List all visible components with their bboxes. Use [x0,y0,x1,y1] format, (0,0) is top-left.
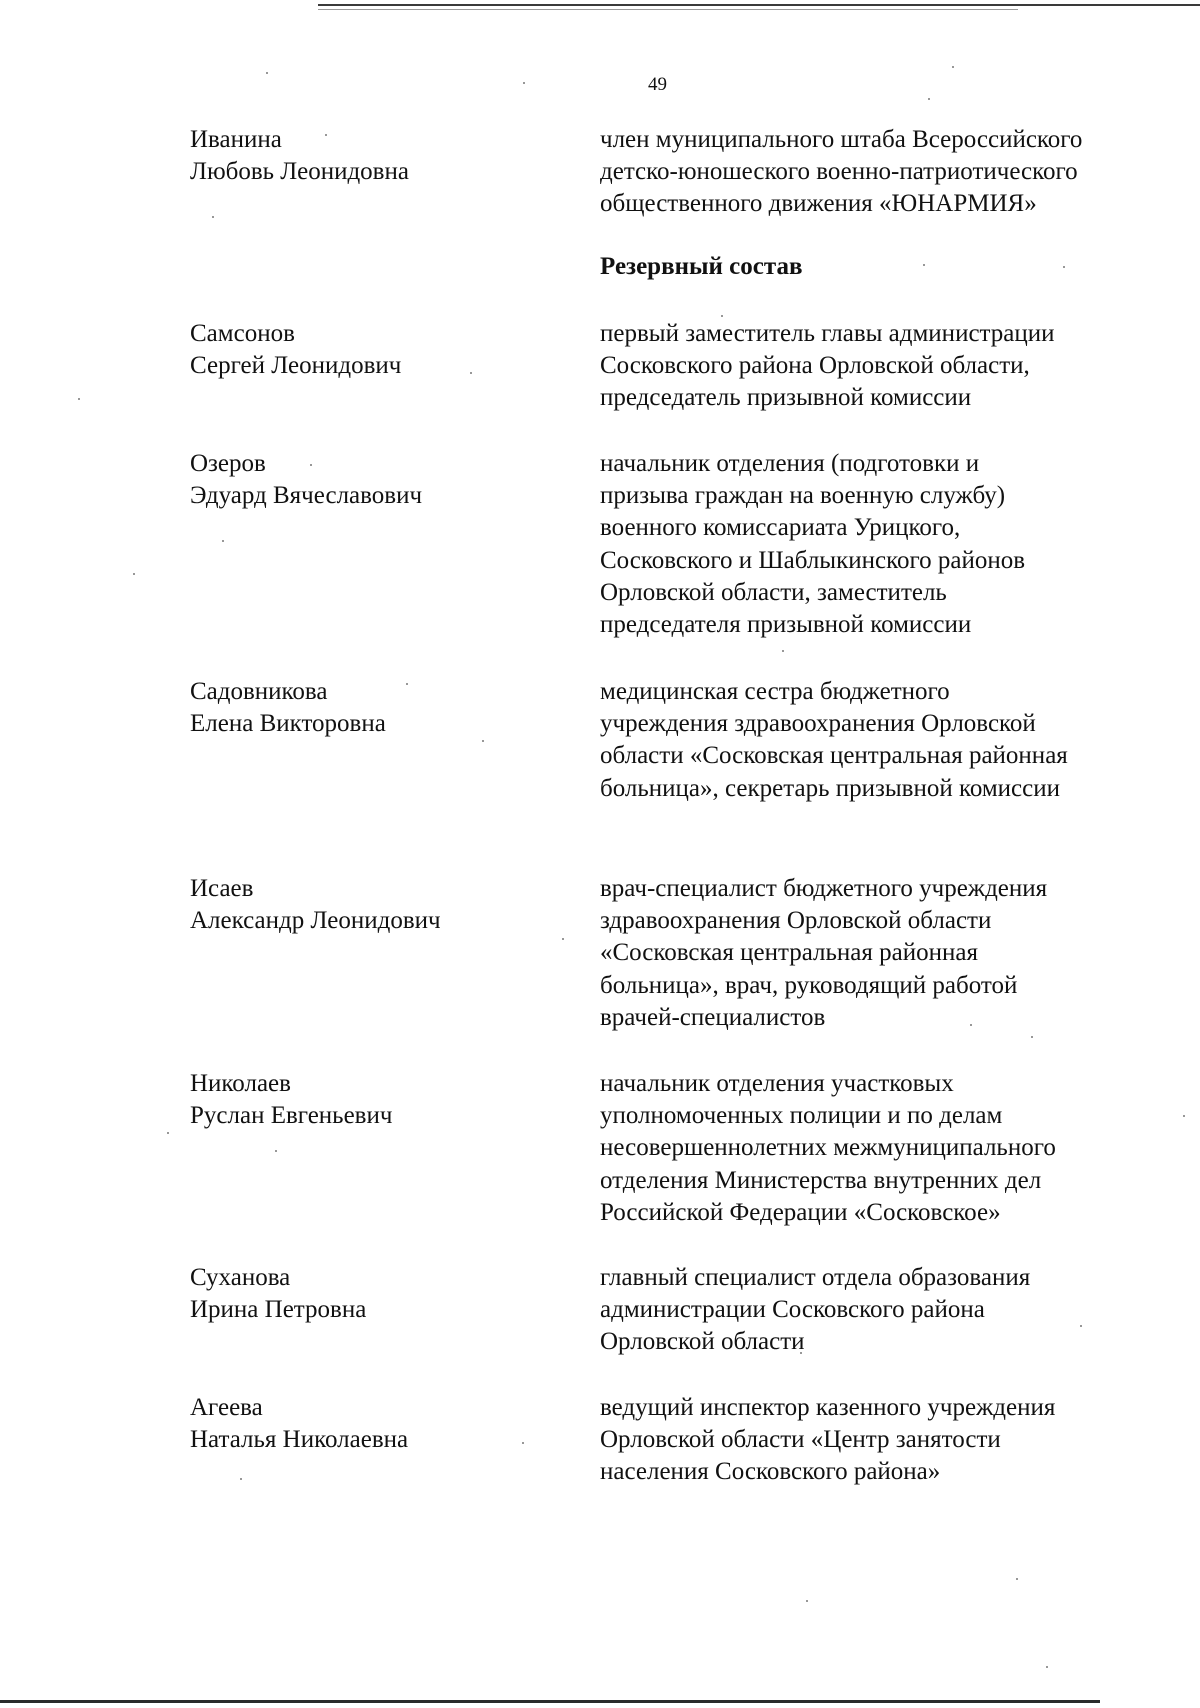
scan-speck [523,82,525,84]
member-position-line: призыва граждан на военную службу) [600,482,1006,509]
scan-edge-line-top-thin [318,9,1018,10]
member-surname: Суханова [190,1264,291,1291]
member-position-line: больница», секретарь призывной комиссии [600,775,1061,802]
scan-speck [782,650,784,652]
section-heading: Резервный состав [600,253,803,280]
member-position-line: первый заместитель главы администрации [600,320,1055,347]
member-surname: Агеева [190,1394,263,1421]
member-surname: Николаев [190,1070,291,1097]
member-position-line: Орловской области «Центр занятости [600,1426,1001,1453]
member-position-line: Российской Федерации «Сосковское» [600,1199,1001,1226]
member-surname: Садовникова [190,678,328,705]
member-given-names: Эдуард Вячеславович [190,482,423,509]
scan-speck [1063,266,1065,268]
member-position-line: Орловской области [600,1328,805,1355]
member-position-line: населения Сосковского района» [600,1458,941,1485]
member-position-line: уполномоченных полиции и по делам [600,1102,1003,1129]
member-position-line: главный специалист отдела образования [600,1264,1031,1291]
member-given-names: Руслан Евгеньевич [190,1102,393,1129]
scan-speck [212,216,214,218]
member-position-line: отделения Министерства внутренних дел [600,1167,1042,1194]
member-surname: Исаев [190,875,254,902]
scan-speck [78,398,80,400]
member-position-line: начальник отделения (подготовки и [600,450,980,477]
scan-speck [482,740,484,742]
scan-speck [923,264,925,266]
scan-speck [470,372,472,374]
member-given-names: Наталья Николаевна [190,1426,409,1453]
member-position-line: Орловской области, заместитель [600,579,947,606]
scan-speck [1046,1666,1048,1668]
scan-speck [167,1132,169,1134]
member-given-names: Елена Викторовна [190,710,386,737]
member-position-line: «Сосковская центральная районная [600,939,978,966]
scan-edge-line-bottom [0,1700,1100,1703]
member-surname: Самсонов [190,320,295,347]
scan-speck [806,1600,808,1602]
scan-speck [928,98,930,100]
scan-speck [133,573,135,575]
member-position-line: администрации Сосковского района [600,1296,985,1323]
member-position-line: больница», врач, руководящий работой [600,972,1018,999]
member-position-line: здравоохранения Орловской области [600,907,992,934]
scan-speck [266,72,268,74]
scan-speck [522,1442,524,1444]
member-position-line: Сосковского района Орловской области, [600,352,1030,379]
scan-edge-line-top [318,4,1200,6]
member-position-line: член муниципального штаба Всероссийского [600,126,1083,153]
member-position-line: председателя призывной комиссии [600,611,972,638]
scan-speck [721,315,723,317]
member-position-line: председатель призывной комиссии [600,384,972,411]
member-position-line: области «Сосковская центральная районная [600,742,1068,769]
member-position-line: ведущий инспектор казенного учреждения [600,1394,1056,1421]
scan-speck [970,1024,972,1026]
member-surname: Иванина [190,126,282,153]
scan-speck [240,1478,242,1480]
member-given-names: Ирина Петровна [190,1296,367,1323]
member-position-line: общественного движения «ЮНАРМИЯ» [600,190,1037,217]
member-position-line: несовершеннолетних межмуниципального [600,1134,1056,1161]
member-position-line: врач-специалист бюджетного учреждения [600,875,1048,902]
scan-speck [275,1150,277,1152]
member-position-line: врачей-специалистов [600,1004,826,1031]
scan-speck [1016,1578,1018,1580]
scan-speck [406,683,408,685]
scan-speck [952,66,954,68]
member-given-names: Александр Леонидович [190,907,441,934]
scan-speck [1080,1325,1082,1327]
scan-speck [562,938,564,940]
member-position-line: военного комиссариата Урицкого, [600,514,961,541]
scan-speck [1031,1036,1033,1038]
member-position-line: Сосковского и Шаблыкинского районов [600,547,1026,574]
scan-speck [1183,1115,1185,1117]
member-position-line: учреждения здравоохранения Орловской [600,710,1036,737]
scan-speck [310,464,312,466]
member-position-line: начальник отделения участковых [600,1070,954,1097]
member-position-line: медицинская сестра бюджетного [600,678,950,705]
member-surname: Озеров [190,450,266,477]
member-given-names: Сергей Леонидович [190,352,402,379]
member-position-line: детско-юношеского военно-патриотического [600,158,1078,185]
member-given-names: Любовь Леонидовна [190,158,409,185]
page-number: 49 [648,74,667,95]
scan-speck [325,134,327,136]
scan-speck [222,540,224,542]
